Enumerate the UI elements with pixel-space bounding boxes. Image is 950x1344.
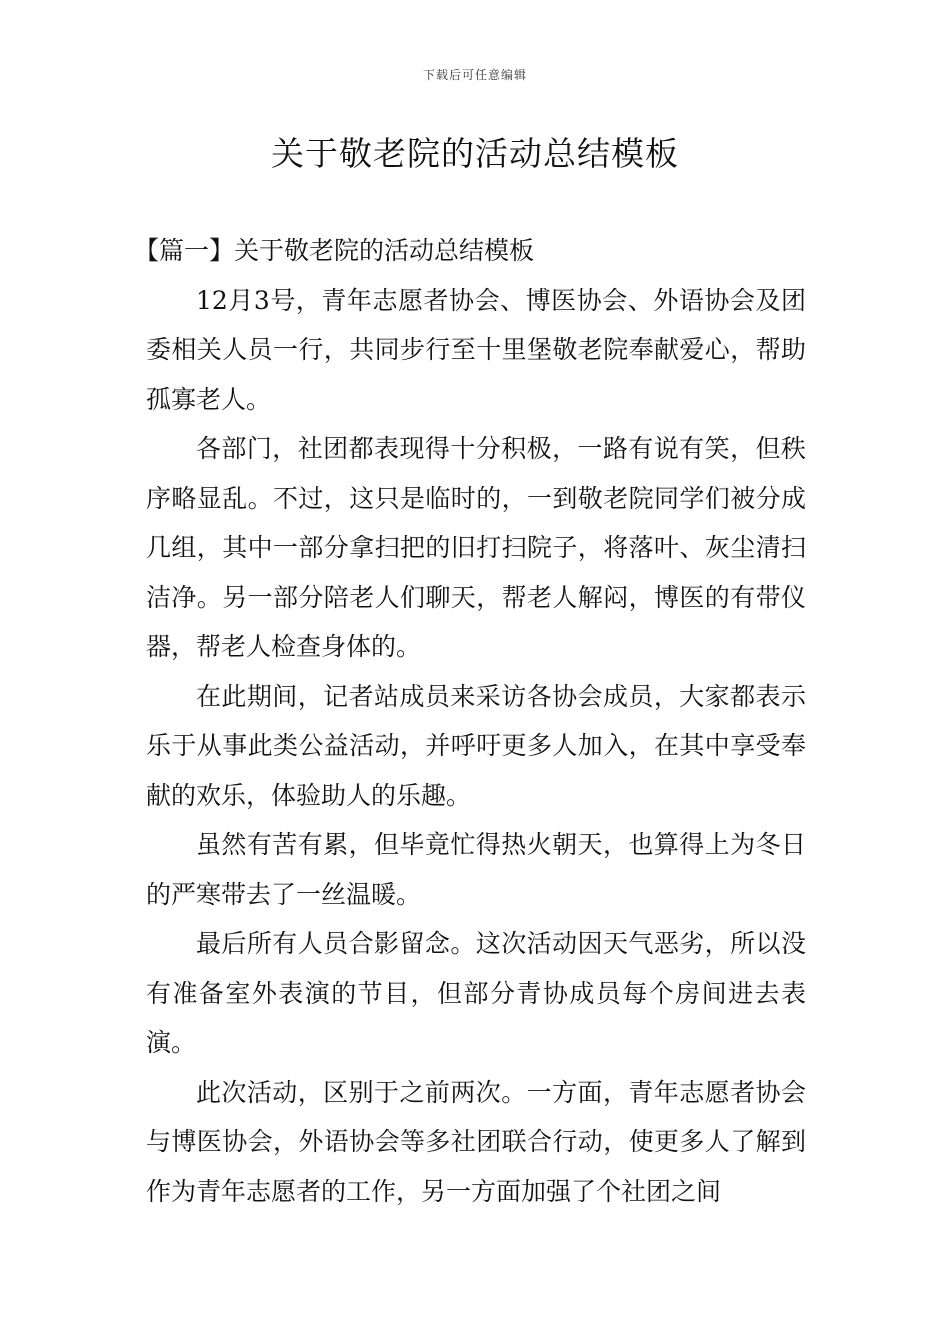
paragraph-2: 各部门，社团都表现得十分积极，一路有说有笑，但秩序略显乱。不过，这只是临时的，一到敬老院同学们被分成几组，其中一部分拿扫把的旧打扫院子，将落叶、灰尘清扫洁净。另一部分陪老人们聊天，帮老人解闷，博医的有带仪器，帮老人检查身体的。: [146, 434, 806, 661]
paragraph-4: 虽然有苦有累，但毕竟忙得热火朝天，也算得上为冬日的严寒带去了一丝温暖。: [146, 830, 806, 909]
paragraph-3: 在此期间，记者站成员来采访各协会成员，大家都表示乐于从事此类公益活动，并呼吁更多人加入，在其中享受奉献的欢乐，体验助人的乐趣。: [146, 681, 806, 810]
document-body: [134, 226, 806, 1216]
section-heading: 【篇一】关于敬老院的活动总结模板: [134, 236, 535, 265]
paragraph-5: 最后所有人员合影留念。这次活动因天气恶劣，所以没有准备室外表演的节目，但部分青协成员每个房间进去表演。: [146, 929, 806, 1057]
document-title: 关于敬老院的活动总结模板: [271, 134, 679, 173]
paragraph-6: 此次活动，区别于之前两次。一方面，青年志愿者协会与博医协会，外语协会等多社团联合行动，使更多人了解到作为青年志愿者的工作，另一方面加强了个社团之间: [146, 1077, 806, 1206]
paragraph-1: 12月3号，青年志愿者协会、博医协会、外语协会及团委相关人员一行，共同步行至十里堡敬老院奉献爱心，帮助孤寡老人。: [146, 285, 806, 414]
header-note: 下载后可任意编辑: [422, 68, 527, 82]
